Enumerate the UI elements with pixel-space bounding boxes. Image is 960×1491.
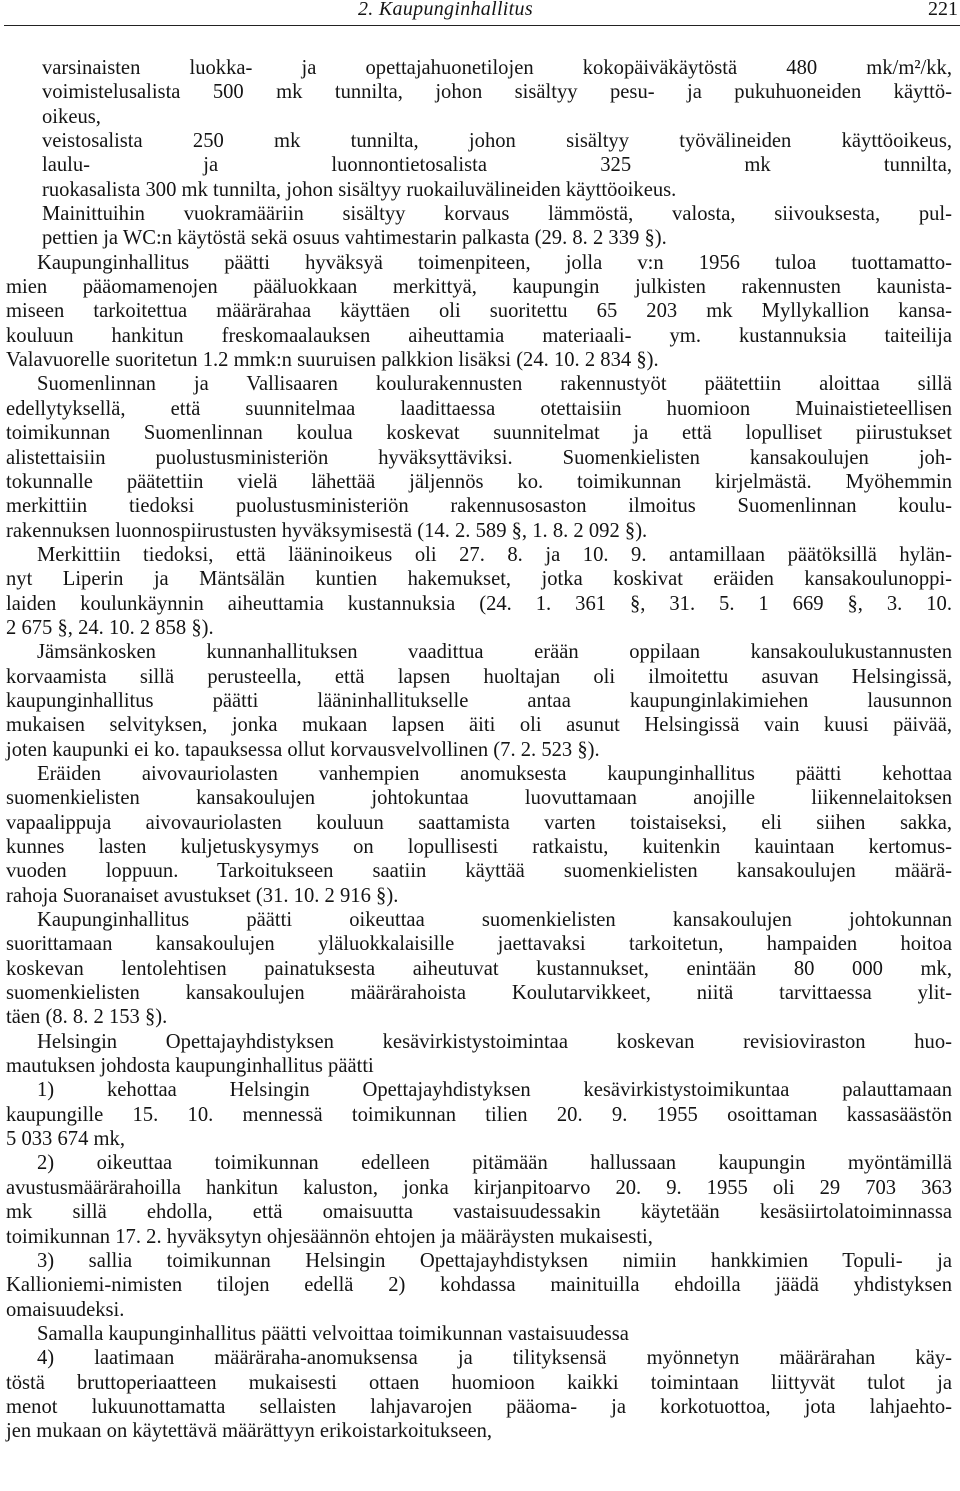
- document-body: [6, 56, 952, 1444]
- text-line: täen (8. 8. 2 153 §).: [6, 1006, 168, 1029]
- page-number: 221: [928, 0, 958, 20]
- text-line: 1) kehottaa Helsingin Opettajayhdistyksen kesävirkistystoimikuntaa palauttamaan: [37, 1079, 952, 1102]
- text-line: Helsingin Opettajayhdistyksen kesävirkistystoimintaa koskevan revisioviraston huo-: [37, 1030, 952, 1053]
- text-line: 5 033 674 mk,: [6, 1128, 125, 1151]
- text-line: Mainittuihin vuokramääriin sisältyy korvaus lämmöstä, valosta, siivouksesta, pul-: [42, 203, 952, 226]
- text-line: varsinaisten luokka- ja opettajahuonetilojen kokopäiväkäytöstä 480 mk/m²/kk,: [42, 57, 952, 79]
- text-line: omaisuudeksi.: [6, 1298, 125, 1321]
- text-line: suomenkielisten kansakoulujen johtokuntaa luovuttamaan anojille liikennelaitoksen: [6, 787, 952, 810]
- text-line: voimistelusalista 500 mk tunnilta, johon sisältyy pesu- ja pukuhuoneiden käyttö-: [42, 81, 952, 104]
- text-line: kouluun hankitun freskomaalauksen aiheuttamia materiaali- ym. kustannuksia taiteilija: [6, 324, 952, 347]
- text-line: vuoden loppuun. Tarkoitukseen saatiin käyttää suomenkielisten kansakoulujen määrä-: [6, 860, 952, 883]
- text-line: suomenkielisten kansakoulujen määrärahoista Koulutarvikkeet, niitä tarvittaessa ylit-: [6, 982, 952, 1005]
- text-line: Suomenlinnan ja Vallisaaren koulurakennusten rakennustyöt päätettiin aloittaa sillä: [37, 373, 952, 396]
- text-line: mukaisen selvityksen, jonka mukaan lapsen äiti oli asunut Helsingissä vain kuusi päivää,: [6, 714, 952, 737]
- text-line: Kallioniemi-nimisten tilojen edellä 2) kohdassa mainituilla ehdoilla jäädä yhdistyksen: [6, 1274, 952, 1297]
- text-line: avustusmäärärahoilla hankitun kaluston, jonka kirjanpitoarvo 20. 9. 1955 oli 29 703 363: [6, 1176, 952, 1199]
- text-line: laiden koulunkäynnin aiheuttamia kustannuksia (24. 1. 361 §, 31. 5. 1 669 §, 3. 10.: [6, 592, 952, 615]
- text-line: vapaalippuja aivovauriolasten kouluun saattamista varten toistaiseksi, eli siihen sakka,: [6, 811, 952, 834]
- text-line: Kaupunginhallitus päätti hyväksyä toimenpiteen, jolla v:n 1956 tuloa tuottamatto-: [37, 251, 952, 274]
- text-line: 3) sallia toimikunnan Helsingin Opettajayhdistyksen nimiin hankkimien Topuli- ja: [37, 1249, 952, 1272]
- text-line: alistettaisiin puolustusministeriön hyväksyttäviksi. Suomenkielisten kansakoulujen joh-: [6, 446, 952, 469]
- text-line: 4) laatimaan määräraha-anomuksensa ja tilityksensä myönnetyn määrärahan käy-: [37, 1347, 952, 1370]
- text-line: Merkittiin tiedoksi, että lääninoikeus oli 27. 8. ja 10. 9. antamillaan päätöksillä hylän-: [37, 543, 952, 566]
- text-line: mk sillä ehdolla, että omaisuutta vastaisuudessakin käytetään kesäsiirtolatoiminnassa: [6, 1201, 952, 1224]
- text-line: Jämsänkosken kunnanhallituksen vaadittua erään oppilaan kansakoulukustannusten: [37, 641, 952, 664]
- text-line: mautuksen johdosta kaupunginhallitus päätti: [6, 1055, 374, 1078]
- text-line: edellytyksellä, että suunnitelmaa laadittaessa otettaisiin huomioon Muinaistieteellisen: [6, 397, 952, 420]
- text-line: veistosalista 250 mk tunnilta, johon sisältyy työvälineiden käyttöoikeus,: [42, 130, 952, 153]
- text-line: miseen tarkoitettua määrärahaa käyttäen oli suoritettu 65 203 mk Myllykallion kansa-: [6, 300, 952, 323]
- text-line: suorittamaan kansakoulujen yläluokkalaisille jaettavaksi tarkoitetun, hampaiden hoitoa: [6, 933, 952, 956]
- text-line: oikeus,: [42, 105, 101, 128]
- text-line: 2) oikeuttaa toimikunnan edelleen pitämään hallussaan kaupungin myöntämillä: [37, 1152, 952, 1175]
- text-line: rakennuksen luonnospiirustusten hyväksymisestä (14. 2. 589 §, 1. 8. 2 092 §).: [6, 519, 648, 542]
- text-line: joten kaupunki ei ko. tapauksessa ollut korvausvelvollinen (7. 2. 523 §).: [6, 738, 600, 761]
- text-line: jen mukaan on käytettävä määrättyyn erikoistarkoitukseen,: [6, 1420, 493, 1443]
- text-line: koskevan lentolehtisen painatuksesta aiheutuvat kustannukset, enintään 80 000 mk,: [6, 957, 952, 980]
- header-rule: [4, 25, 960, 26]
- text-line: nyt Liperin ja Mäntsälän kuntien hakemukset, jotka koskivat eräiden kansakoulunoppi-: [6, 568, 952, 591]
- text-line: korvaamista sillä perusteella, että lapsen huoltajan oli ilmoitettu asuvan Helsingissä,: [6, 665, 952, 688]
- text-line: rahoja Suoranaiset avustukset (31. 10. 2 916 §).: [6, 884, 399, 907]
- text-line: ruokasalista 300 mk tunnilta, johon sisältyy ruokailuvälineiden käyttöoikeus.: [42, 178, 677, 201]
- text-line: mien pääomamenojen pääluokkaan merkittyä, kaupungin julkisten rakennusten kaunista-: [6, 276, 952, 299]
- text-line: kunnes lasten kuljetuskysymys on lopullisesti ratkaistu, kuitenkin kauintaan kertomus-: [6, 836, 952, 858]
- text-line: laulu- ja luonnontietosalista 325 mk tunnilta,: [42, 154, 952, 177]
- text-line: Kaupunginhallitus päätti oikeuttaa suomenkielisten kansakoulujen johtokunnan: [37, 909, 952, 932]
- text-line: 2 675 §, 24. 10. 2 858 §).: [6, 616, 214, 639]
- text-line: menot lukuunottamatta sellaisten lahjavarojen pääoma- ja korkotuottoa, jota lahjaehto-: [6, 1395, 952, 1418]
- text-line: toimikunnan Suomenlinnan koulua koskevat suunnitelmat ja että lopulliset piirustukset: [6, 422, 952, 445]
- text-line: kaupunginhallitus päätti lääninhallitukselle antaa kaupunginlakimiehen lausunnon: [6, 689, 952, 712]
- text-line: kaupungille 15. 10. mennessä toimikunnan tilien 20. 9. 1955 osoittaman kassasäästön: [6, 1103, 952, 1126]
- text-line: Valavuorelle suoritetun 1.2 mmk:n suuruisen palkkion lisäksi (24. 10. 2 834 §).: [6, 349, 659, 372]
- text-line: toimikunnan 17. 2. hyväksytyn ohjesäännön ehtojen ja määräysten mukaisesti,: [6, 1225, 653, 1248]
- text-line: Eräiden aivovauriolasten vanhempien anomuksesta kaupunginhallitus päätti kehottaa: [37, 762, 952, 785]
- text-line: tokunnalle päätettiin vielä lähettää jäljennös ko. toimikunnan kirjelmästä. Myöhemmin: [6, 470, 952, 493]
- running-title: 2. Kaupunginhallitus: [358, 0, 533, 20]
- text-line: pettien ja WC:n käytöstä sekä osuus vahtimestarin palkasta (29. 8. 2 339 §).: [42, 227, 667, 250]
- text-line: töstä bruttoperiaatteen mukaisesti ottaen huomioon kaikki toimintaan liittyvät tulot ja: [6, 1371, 952, 1394]
- page-header: [0, 0, 960, 30]
- text-line: Samalla kaupunginhallitus päätti velvoittaa toimikunnan vastaisuudessa: [37, 1322, 629, 1345]
- text-line: merkittiin tiedoksi puolustusministeriön rakennusosaston ilmoitus Suomenlinnan koulu-: [6, 495, 952, 518]
